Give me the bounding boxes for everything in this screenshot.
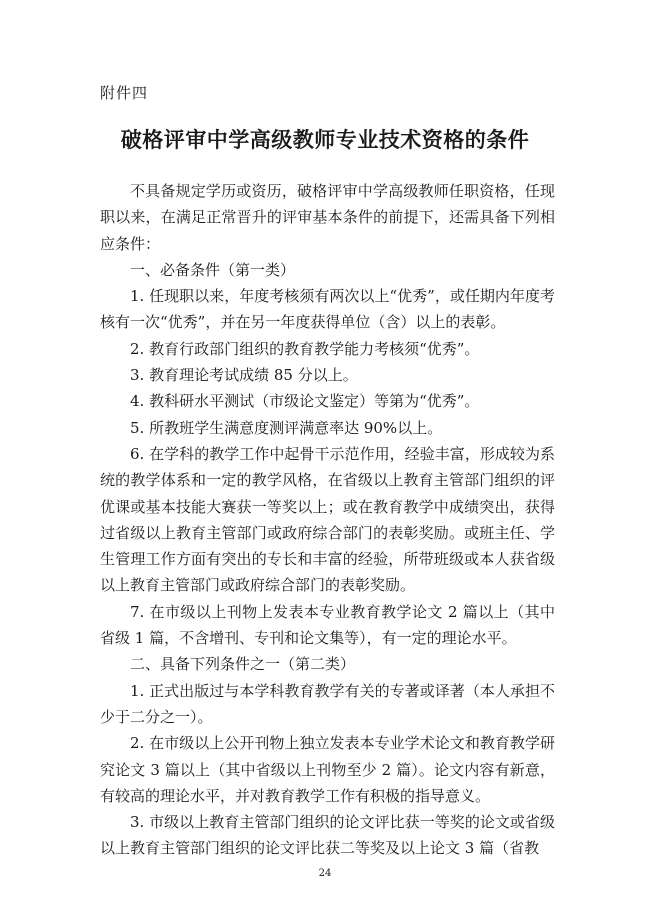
condition-paragraph: 3. 市级以上教育主管部门组织的论文评比获一等奖的论文或省级以上教育主管部门组织的论文评比获二等奖及以上论文 3 篇（省教: [100, 813, 555, 858]
condition-paragraph: 2. 在市级以上公开刊物上独立发表本专业学术论文和教育教学研究论文 3 篇以上（其中省级以上刊物至少 2 篇）。论文内容有新意，有较高的理论水平，并对教育教学工作有积极的指导意义。: [100, 734, 555, 805]
condition-paragraph: 6. 在学科的教学工作中起骨干示范作用，经验丰富，形成较为系统的教学体系和一定的教学风格，在省级以上教育主管部门组织的评优课或基本技能大赛获一等奖以上；或在教育教学中成绩突出，获得过省级以上教育主管部门或政府综合部门的表彰奖励。或班主任、学生管理工作方面有突出的专长和丰富的经验，所带班级或本人获省级以上教育主管部门或政府综合部门的表彰奖励。: [100, 444, 555, 595]
document-body: [100, 178, 555, 862]
attachment-label: 附件四: [100, 84, 149, 102]
condition-paragraph: 5. 所教班学生满意度测评满意率达 90%以上。: [130, 418, 443, 437]
intro-paragraph: 不具备规定学历或资历，破格评审中学高级教师任职资格，任现职以来，在满足正常晋升的评审基本条件的前提下，还需具备下列相应条件：: [100, 182, 555, 253]
condition-paragraph: 1. 正式出版过与本学科教育教学有关的专著或译著（本人承担不少于二分之一）。: [100, 681, 555, 726]
section-heading-first-category: 一、必备条件（第一类）: [130, 260, 296, 279]
document-title: 破格评审中学高级教师专业技术资格的条件: [120, 128, 530, 152]
condition-paragraph: 3. 教育理论考试成绩 85 分以上。: [130, 366, 358, 385]
condition-paragraph: 1. 任现职以来，年度考核须有两次以上“优秀”，或任期内年度考核有一次“优秀”，并在另一年度获得单位（含）以上的表彰。: [100, 287, 555, 332]
page-number: 24: [318, 868, 332, 879]
condition-paragraph: 2. 教育行政部门组织的教育教学能力考核须“优秀”。: [130, 339, 480, 358]
section-heading-second-category: 二、具备下列条件之一（第二类）: [130, 655, 356, 674]
condition-paragraph: 7. 在市级以上刊物上发表本专业教育教学论文 2 篇以上（其中省级 1 篇，不含增刊、专刊和论文集等），有一定的理论水平。: [100, 602, 555, 648]
condition-paragraph: 4. 教科研水平测试（市级论文鉴定）等第为“优秀”。: [130, 392, 480, 411]
